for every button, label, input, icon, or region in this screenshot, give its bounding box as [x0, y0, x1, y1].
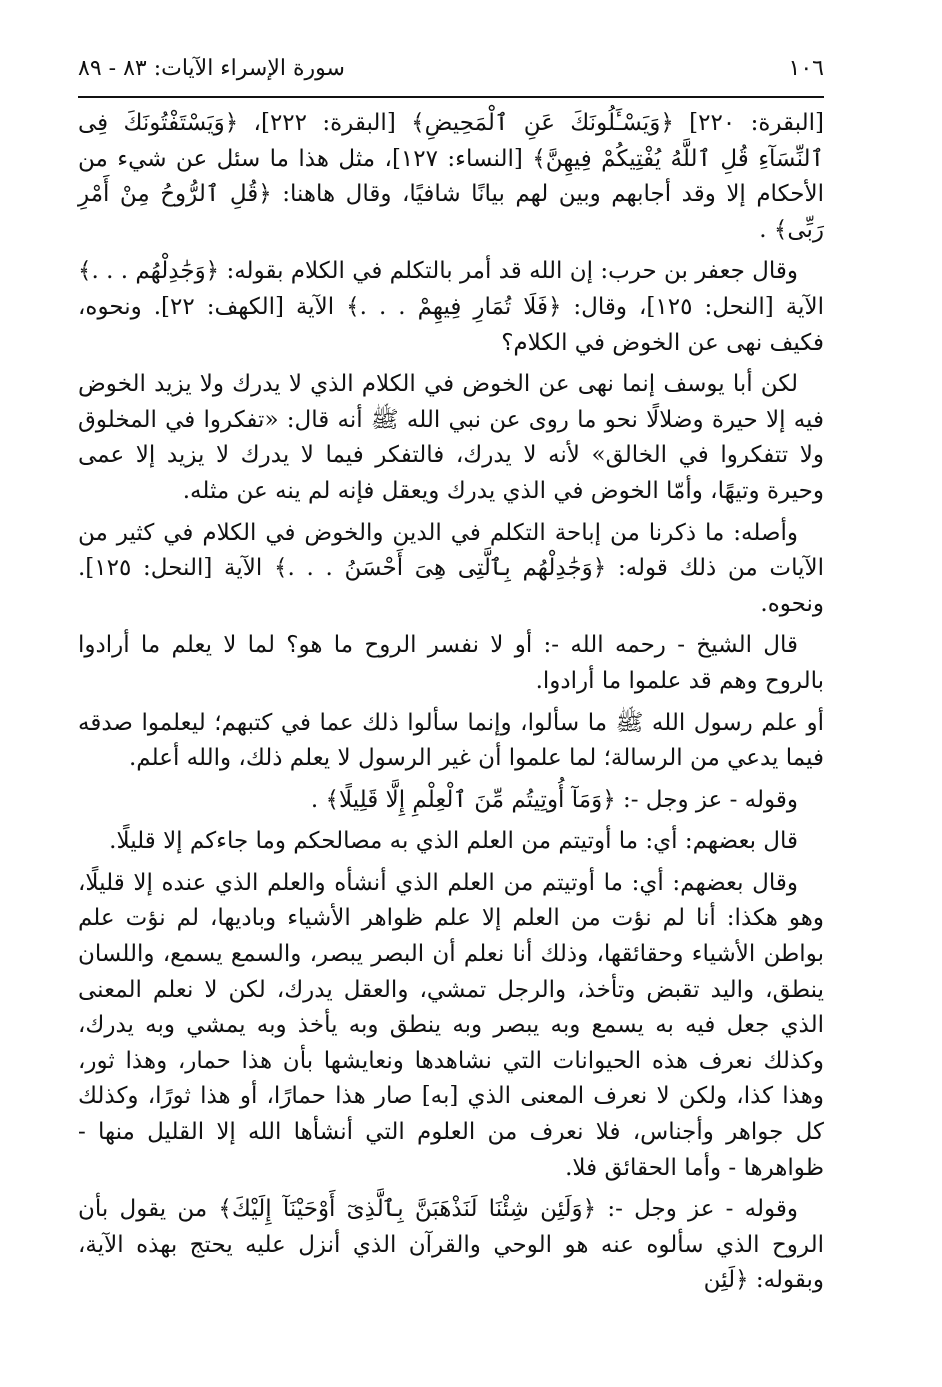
- paragraph-2: وقال جعفر بن حرب: إن الله قد أمر بالتكلم في الكلام بقوله: ﴿وَجَٰدِلْهُم . . .﴾ الآية [النحل: ١٢٥]، وقال: ﴿فَلَا تُمَارِ فِيهِمْ . . .﴾ الآية [الكهف: ٢٢]. ونحوه، فكيف نهى عن الخوض في الكلام؟: [78, 258, 825, 356]
- body-text: [78, 106, 824, 1299]
- paragraph-7: وقوله - عز وجل -: ﴿وَمَآ أُوتِيتُم مِّنَ ٱلْعِلْمِ إِلَّا قَلِيلًا﴾ .: [310, 786, 798, 813]
- running-header: [78, 52, 824, 86]
- paragraph-8: قال بعضهم: أي: ما أوتيتم من العلم الذي به مصالحكم وما جاءكم إلا قليلًا.: [109, 828, 798, 855]
- page-number: ١٠٦: [788, 56, 824, 81]
- paragraph-6: أو علم رسول الله ﷺ ما سألوا، وإنما سألوا ذلك عما في كتبهم؛ ليعلموا صدقه فيما يدعي من الرسالة؛ لما علموا أن غير الرسول لا يعلم ذلك، والله أعلم.: [78, 709, 824, 772]
- paragraph-10: وقوله - عز وجل -: ﴿وَلَئِن شِئْنَا لَنَذْهَبَنَّ بِٱلَّذِىٓ أَوْحَيْنَآ إِلَيْكَ﴾ من يقول بأن الروح الذي سألوه عنه هو الوحي والقرآن الذي أنزل عليه يحتج بهذه الآية، وبقوله: ﴿لَئِن: [78, 1196, 824, 1294]
- header-title: سورة الإسراء الآيات: ٨٣ - ٨٩: [78, 56, 345, 81]
- header-divider: [78, 96, 824, 98]
- paragraph-1: [البقرة: ٢٢٠] ﴿وَيَسْـَٔلُونَكَ عَنِ ٱلْمَحِيضِ﴾ [البقرة: ٢٢٢]، ﴿وَيَسْتَفْتُونَكَ فِى ٱلنِّسَآءِ قُلِ ٱللَّهُ يُفْتِيكُمْ فِيهِنَّ﴾ [النساء: ١٢٧]، مثل هذا ما سئل عن شيء من الأحكام إلا وقد أجابهم وبين لهم بيانًا شافيًا، وقال هاهنا: ﴿قُلِ ٱلرُّوحُ مِنْ أَمْرِ رَبِّى﴾ .: [78, 110, 825, 243]
- paragraph-9: وقال بعضهم: أي: ما أوتيتم من العلم الذي أنشأه والعلم الذي عنده إلا قليلًا، وهو هكذا: أنا لم نؤت من العلم إلا علم ظواهر الأشياء وباديها، لم نؤت علم بواطن الأشياء وحقائقها، وذلك أنا نعلم أن البصر يبصر، والسمع يسمع، واللسان ينطق، واليد تقبض وتأخذ، والرجل تمشي، والعقل يدرك، لكن لا نعلم المعنى الذي جعل فيه به يسمع وبه يبصر وبه ينطق وبه يأخذ وبه يمشي وبه يدرك، وكذلك نعرف هذه الحيوانات التي نشاهدها ونعايشها بأن هذا حمار، وهذا ثور، وهذا كذا، ولكن لا نعرف المعنى الذي [به] صار هذا حمارًا، أو هذا ثورًا، وكذلك كل جواهر وأجناس، فلا نعرف من العلوم التي أنشأها الله إلا القليل منها - ظواهرها - وأما الحقائق فلا.: [78, 869, 824, 1181]
- paragraph-5: قال الشيخ - رحمه الله -: أو لا نفسر الروح ما هو؟ لما لا يعلم ما أرادوا بالروح وهم قد علموا ما أرادوا.: [78, 632, 824, 694]
- paragraph-3: لكن أبا يوسف إنما نهى عن الخوض في الكلام الذي لا يدرك ولا يزيد الخوض فيه إلا حيرة وضلالًا نحو ما روى عن نبي الله ﷺ أنه قال: «تفكروا في المخلوق ولا تتفكروا في الخالق» لأنه لا يدرك، فالتفكر فيما لا يدرك لا يزيد إلا عمى وحيرة وتيهًا، وأمّا الخوض في الذي يدرك ويعقل فإنه لم ينه عن مثله.: [78, 371, 824, 504]
- paragraph-4: وأصله: ما ذكرنا من إباحة التكلم في الدين والخوض في الكلام في كثير من الآيات من ذلك قوله: ﴿وَجَٰدِلْهُم بِٱلَّتِى هِىَ أَحْسَنُ . . .﴾ الآية [النحل: ١٢٥]. ونحوه.: [78, 519, 824, 617]
- page: [78, 52, 824, 1305]
